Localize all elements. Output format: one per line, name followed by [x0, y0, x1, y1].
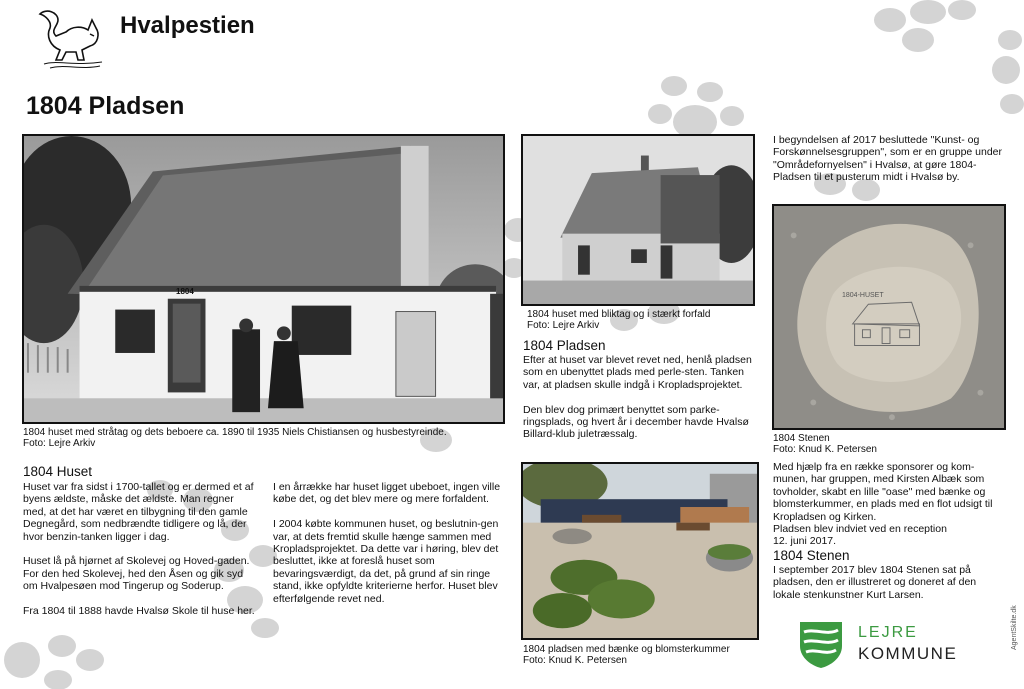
logo-text-kommune: KOMMUNE [858, 644, 958, 663]
caption-main-line2: Foto: Lejre Arkiv [23, 438, 96, 449]
paragraph: I begyndelsen af 2017 besluttede "Kunst- og Forskønnelsesgruppen", som er en gruppe under "Områdefornyelsen" i Hvalsø, at gøre 1804-Pladsen til et pusterum midt i Hvalsø by. [773, 134, 1003, 184]
caption-stone-line1: 1804 Stenen [773, 433, 830, 444]
paragraph: Efter at huset var blevet revet ned, henlå pladsen som en ubenyttet plads med perle-sten. Tanken var, at pladsen skulle indgå i Kropladsprojektet. [523, 354, 752, 391]
brand-name: Hvalpestien [120, 12, 255, 39]
credit-text: AgentSkilte.dk [1011, 605, 1018, 650]
heading-pladsen: 1804 Pladsen [523, 338, 606, 353]
paragraph: Huset var fra sidst i 1700-tallet og er dermed et af byens ældste, måske det ældste. Man regner med, at det har været en tilbygning til den gamle Degnegård, som nedbrændte tidligere og lå, der hvor benzin-tanken ligger i dag. [23, 481, 254, 543]
caption-decay-line1: 1804 huset med bliktag og i stærkt forfald [527, 309, 711, 320]
paw-print-icon [0, 620, 110, 689]
photo-stone [772, 204, 1006, 430]
text-pladsen [523, 354, 755, 441]
photo-thatched-house [22, 134, 505, 424]
paragraph: I en årrække har huset ligget ubeboet, ingen ville købe det, og det blev mere og mere forfaldent. [273, 481, 501, 506]
lejre-kommune-logo-icon [798, 618, 844, 670]
caption-decay-line2: Foto: Lejre Arkiv [527, 320, 600, 331]
paragraph: Huset lå på hjørnet af Skolevej og Hoved-gaden. For den hed Skolevej, hed den Åsen og gik syd om Hvalpesøen mod Tingerup og Soderup. [23, 555, 250, 593]
photo-plaza [521, 462, 759, 640]
house-number: 1804 [176, 287, 194, 296]
text-intro-right [773, 134, 1009, 184]
caption-main-line1: 1804 huset med stråtag og dets beboere ca. 1890 til 1935 Niels Chistiansen og husbestyreinde. [23, 427, 447, 438]
text-stenen [773, 564, 1005, 601]
heading-stenen: 1804 Stenen [773, 548, 850, 563]
text-huset-continued [273, 481, 503, 605]
paragraph: Med hjælp fra en række sponsorer og kom-munen, har gruppen, med Kirsten Albæk som tovholder, skabt en lille "oase" med bænke og blomsterkummer, en plads med en flot udsigt til Kropladsen og Kirken. [773, 461, 993, 523]
stone-engraving: 1804-HUSET [842, 292, 884, 299]
paragraph: I september 2017 blev 1804 Stenen sat på pladsen, den er illustreret og doneret af den lokale stenkunstner Kurt Larsen. [773, 564, 977, 601]
photo-house-decay [521, 134, 755, 306]
paragraph: Den blev dog primært benyttet som parke-ringsplads, og hvert år i december havde Hvalsø Billard-klub juletræssalg. [523, 403, 749, 441]
caption-stone-line2: Foto: Knud K. Petersen [773, 444, 877, 455]
paragraph: 12. juni 2017. [773, 535, 837, 548]
page-title: 1804 Pladsen [26, 92, 185, 120]
paw-print-icon [988, 28, 1024, 118]
paragraph: Fra 1804 til 1888 havde Hvalsø Skole til huse her. [23, 605, 255, 618]
caption-plaza-line2: Foto: Knud K. Petersen [523, 655, 627, 666]
paw-print-icon [870, 0, 980, 60]
paragraph: I 2004 købte kommunen huset, og beslutnin-gen var, at dets fremtid skulle hænge sammen med Kropladsprojektet. Da dette var i høring, blev det besluttet, ikke at foreslå huset som bevaringsværdigt, da det, på grund af sin ringe stand, ikke opfyldte kriterierne herfor. Huset blev efterfølgende revet ned. [273, 518, 499, 605]
logo-text-lejre: LEJRE [858, 624, 918, 641]
text-huset [23, 481, 256, 617]
heading-huset: 1804 Huset [23, 464, 93, 479]
caption-plaza-line1: 1804 pladsen med bænke og blomsterkummer [523, 644, 730, 655]
paragraph: Pladsen blev indviet ved en reception [773, 523, 947, 536]
fox-icon [36, 6, 106, 72]
text-sponsors [773, 461, 1009, 548]
